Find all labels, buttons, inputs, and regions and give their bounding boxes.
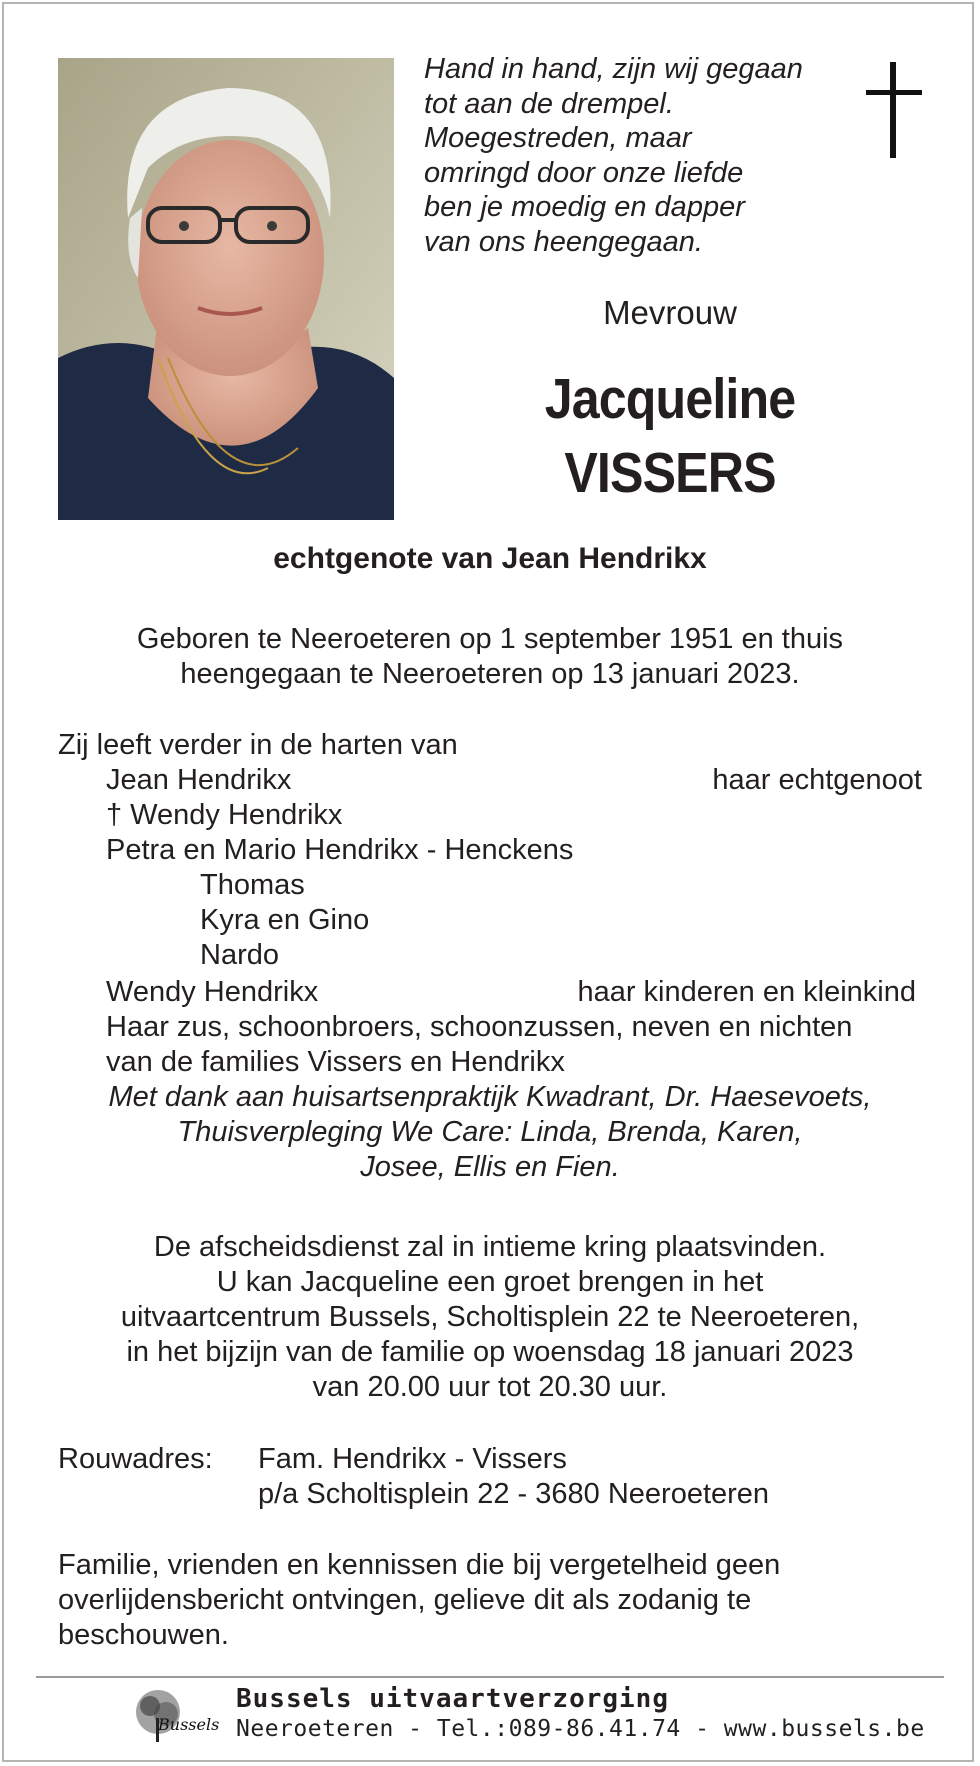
family-member-name: Wendy Hendrikx	[106, 976, 319, 1008]
closing-line: Familie, vrienden en kennissen die bij vergetelheid geen	[58, 1549, 781, 1581]
poem-line: van ons heengegaan.	[424, 225, 703, 258]
family-member-name: Petra en Mario Hendrikx - Henckens	[106, 834, 574, 866]
portrait-illustration	[58, 58, 394, 520]
poem-line: omringd door onze liefde	[424, 156, 744, 189]
family-member-name: Nardo	[200, 939, 279, 971]
service-line: van 20.00 uur tot 20.30 uur.	[312, 1371, 668, 1403]
family-member-name: Thomas	[200, 869, 305, 901]
service-line: De afscheidsdienst zal in intieme kring plaatsvinden.	[153, 1231, 827, 1263]
poem-line: Moegestreden, maar	[424, 122, 692, 154]
bussels-logo	[130, 1684, 222, 1746]
poem	[424, 52, 824, 259]
service-line: uitvaartcentrum Bussels, Scholtisplein 22 te Neeroeteren,	[120, 1301, 860, 1333]
family-member-name: van de families Vissers en Hendrikx	[106, 1046, 565, 1078]
family-member-name: Kyra en Gino	[200, 904, 370, 936]
poem-line: tot aan de drempel.	[424, 87, 674, 120]
salutation: Mevrouw	[603, 294, 737, 331]
service-line: in het bijzijn van de familie op woensdag 18 januari 2023	[126, 1336, 854, 1368]
thanks-line: Thuisverpleging We Care: Linda, Brenda, Karen,	[177, 1116, 803, 1148]
company-contact: Neeroeteren - Tel.:089-86.41.74 - www.bussels.be	[236, 1716, 925, 1742]
footer-divider	[36, 1676, 944, 1678]
family-member-name: Haar zus, schoonbroers, schoonzussen, neven en nichten	[106, 1011, 853, 1043]
mourning-address-line: Fam. Hendrikx - Vissers	[258, 1443, 567, 1475]
first-name: Jacqueline	[544, 367, 796, 431]
family-member-name: † Wendy Hendrikx	[106, 799, 343, 831]
logo-text: Bussels	[158, 1715, 220, 1734]
cross-icon	[866, 62, 922, 158]
thanks-line: Met dank aan huisartsenpraktijk Kwadrant, Dr. Haesevoets,	[108, 1081, 872, 1113]
portrait-photo	[58, 58, 394, 520]
poem-line: Hand in hand, zijn wij gegaan	[424, 53, 803, 85]
poem-line: ben je moedig en dapper	[424, 191, 745, 223]
family-member-relation: haar echtgenoot	[712, 764, 922, 796]
family-member-name: Jean Hendrikx	[106, 764, 292, 796]
thanks-line: Josee, Ellis en Fien.	[360, 1151, 620, 1183]
birth-death-line: Geboren te Neeroeteren op 1 september 1951 en thuis	[136, 623, 844, 655]
mourning-address-line: p/a Scholtisplein 22 - 3680 Neeroeteren	[258, 1478, 770, 1510]
family-intro: Zij leeft verder in de harten van	[58, 729, 458, 761]
last-name: VISSERS	[564, 441, 776, 505]
closing-line: beschouwen.	[58, 1619, 229, 1651]
company-name: Bussels uitvaartverzorging	[236, 1684, 669, 1714]
closing-line: overlijdensbericht ontvingen, gelieve dit als zodanig te	[58, 1584, 752, 1616]
mourning-address-label: Rouwadres:	[58, 1443, 213, 1475]
service-line: U kan Jacqueline een groet brengen in het	[216, 1266, 764, 1298]
birth-death-line: heengegaan te Neeroeteren op 13 januari 2023.	[180, 658, 800, 690]
spouse-line: echtgenote van Jean Hendrikx	[273, 542, 707, 575]
family-member-relation: haar kinderen en kleinkind	[577, 976, 916, 1008]
